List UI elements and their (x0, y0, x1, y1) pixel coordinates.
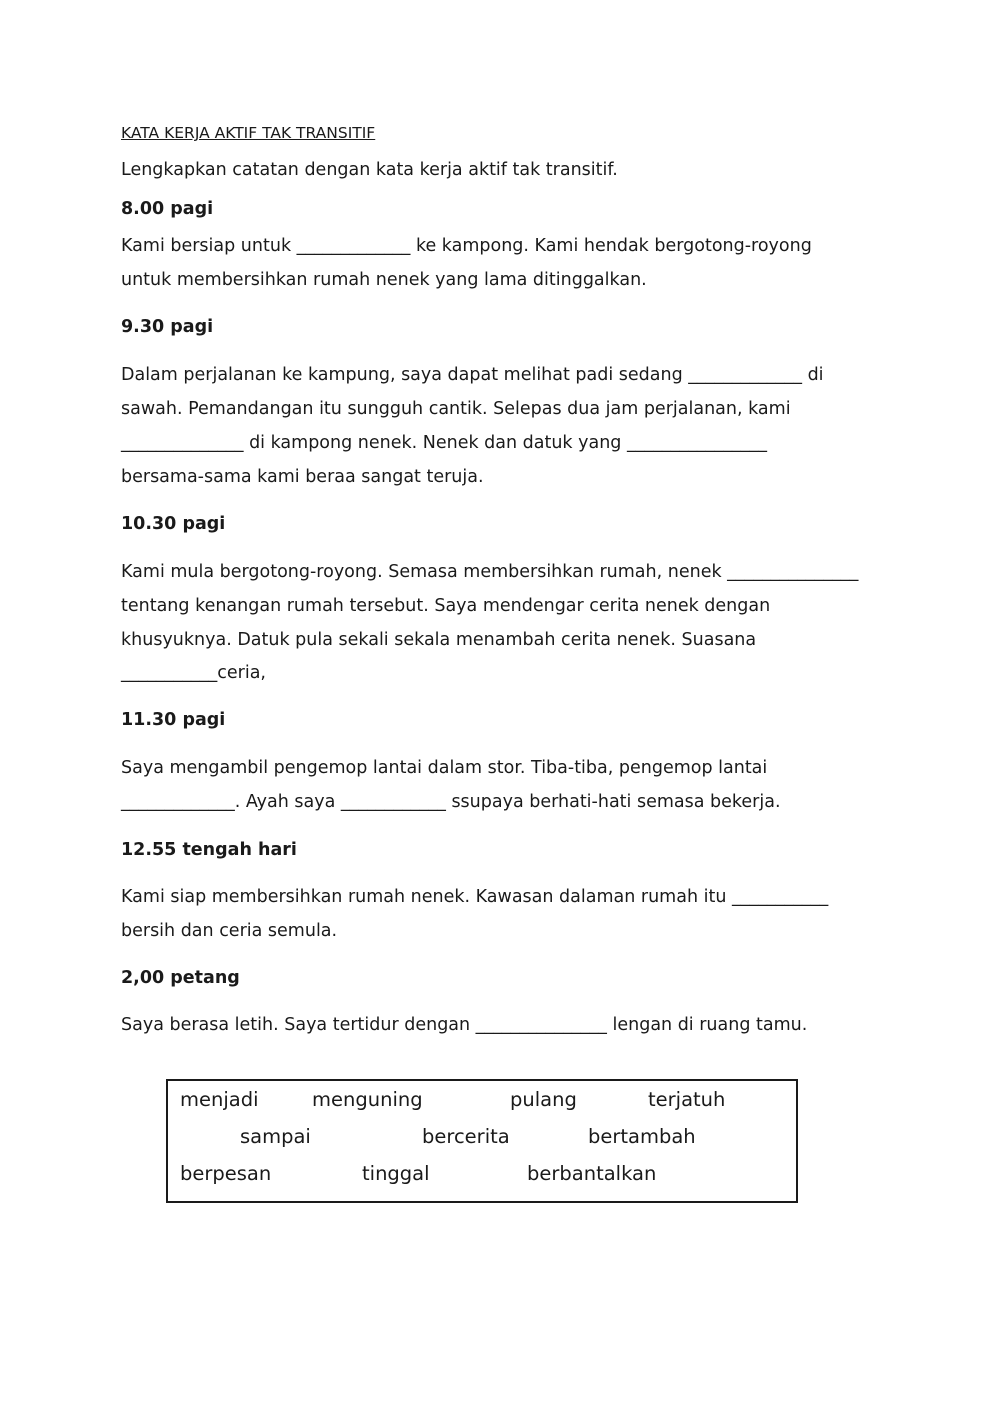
section-time-6: 2,00 petang (121, 968, 240, 988)
worksheet-title: KATA KERJA AKTIF TAK TRANSITIF (121, 124, 376, 142)
section-2-line-4: bersama-sama kami beraa sangat teruja. (121, 467, 484, 487)
word-bank-item: tinggal (362, 1162, 430, 1185)
section-3-line-4: ___________ceria, (121, 663, 266, 683)
word-bank-item: bercerita (422, 1125, 510, 1148)
section-time-4: 11.30 pagi (121, 710, 226, 730)
section-3-line-3: khusyuknya. Datuk pula sekali sekala menambah cerita nenek. Suasana (121, 630, 757, 650)
word-bank-item: menguning (312, 1088, 423, 1111)
word-bank-item: bertambah (588, 1125, 696, 1148)
word-bank-item: berpesan (180, 1162, 272, 1185)
section-2-line-2: sawah. Pemandangan itu sungguh cantik. Selepas dua jam perjalanan, kami (121, 399, 791, 419)
section-5-line-2: bersih dan ceria semula. (121, 921, 338, 941)
word-bank-item: menjadi (180, 1088, 259, 1111)
section-5-line-1: Kami siap membersihkan rumah nenek. Kawasan dalaman rumah itu ___________ (121, 887, 829, 907)
section-time-1: 8.00 pagi (121, 199, 214, 219)
word-bank-item: sampai (240, 1125, 311, 1148)
word-bank-item: berbantalkan (527, 1162, 657, 1185)
section-time-3: 10.30 pagi (121, 514, 226, 534)
section-2-line-1: Dalam perjalanan ke kampung, saya dapat melihat padi sedang _____________ di (121, 365, 824, 385)
section-time-2: 9.30 pagi (121, 317, 214, 337)
section-3-line-2: tentang kenangan rumah tersebut. Saya mendengar cerita nenek dengan (121, 596, 771, 616)
section-4-line-2: _____________. Ayah saya ____________ ssupaya berhati-hati semasa bekerja. (121, 792, 781, 812)
section-3-line-1: Kami mula bergotong-royong. Semasa membersihkan rumah, nenek _______________ (121, 562, 859, 582)
section-6-line-1: Saya berasa letih. Saya tertidur dengan _______________ lengan di ruang tamu. (121, 1015, 808, 1035)
word-bank-box (166, 1079, 798, 1203)
instruction-text: Lengkapkan catatan dengan kata kerja aktif tak transitif. (121, 160, 618, 180)
section-2-line-3: ______________ di kampong nenek. Nenek dan datuk yang ________________ (121, 433, 767, 453)
word-bank-item: terjatuh (648, 1088, 726, 1111)
section-1-line-1: Kami bersiap untuk _____________ ke kampong. Kami hendak bergotong-royong (121, 236, 812, 256)
section-1-line-2: untuk membersihkan rumah nenek yang lama ditinggalkan. (121, 270, 647, 290)
word-bank-item: pulang (510, 1088, 577, 1111)
section-4-line-1: Saya mengambil pengemop lantai dalam stor. Tiba-tiba, pengemop lantai (121, 758, 768, 778)
section-time-5: 12.55 tengah hari (121, 840, 297, 860)
